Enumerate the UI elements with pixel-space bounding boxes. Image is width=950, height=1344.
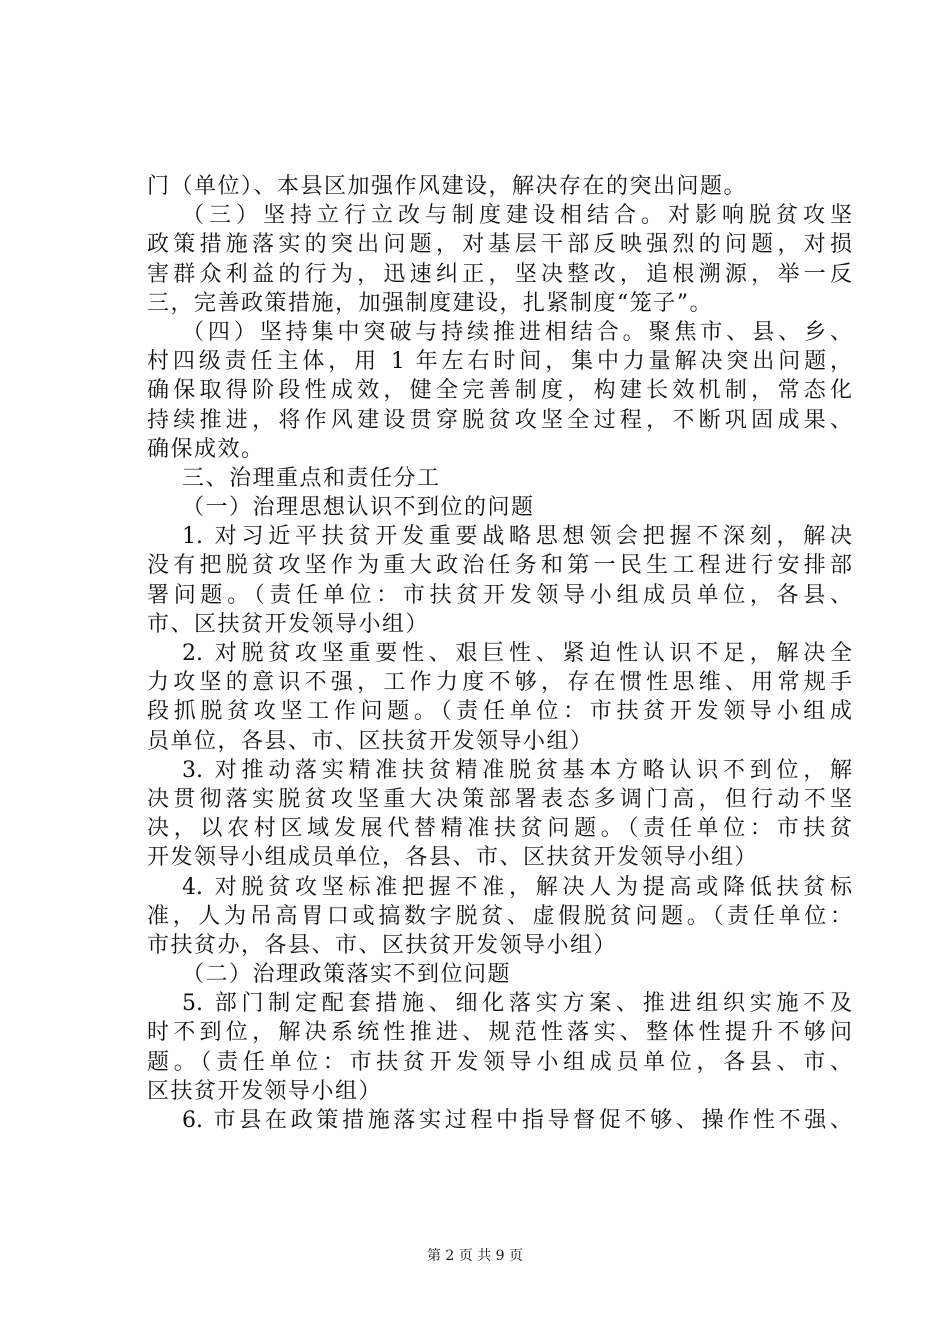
text-line: 开发领导小组成员单位，各县、市、区扶贫开发领导小组） — [147, 845, 759, 871]
text-line: 市、区扶贫开发领导小组） — [147, 611, 430, 637]
text-line: 持续推进，将作风建设贯穿脱贫攻坚全过程，不断巩固成果、 — [147, 407, 852, 433]
text-line: 三，完善政策措施，加强制度建设，扎紧制度“笼子”。 — [147, 290, 713, 316]
text-line: 2. 对脱贫攻坚重要性、艰巨性、紧迫性认识不足，解决全 — [182, 641, 852, 666]
text-line: 三、治理重点和责任分工 — [182, 465, 441, 491]
text-line: 没有把脱贫攻坚作为重大政治任务和第一民生工程进行安排部 — [147, 553, 852, 579]
document-body — [147, 172, 852, 1135]
text-line: 段抓脱贫攻坚工作问题。（责任单位：市扶贫开发领导小组成 — [147, 699, 852, 725]
text-line: 员单位，各县、市、区扶贫开发领导小组） — [147, 728, 594, 754]
text-line: 力攻坚的意识不强，工作力度不够，存在惯性思维、用常规手 — [147, 670, 852, 696]
text-line: 门（单位）、本县区加强作风建设，解决存在的突出问题。 — [147, 174, 748, 199]
text-line: 时不到位，解决系统性推进、规范性落实、整体性提升不够问 — [147, 1020, 852, 1046]
text-line: （四）坚持集中突破与持续推进相结合。聚焦市、县、乡、 — [182, 319, 852, 345]
text-line: 确保取得阶段性成效，健全完善制度，构建长效机制，常态化 — [147, 378, 852, 404]
text-line: （二）治理政策落实不到位问题 — [182, 962, 512, 988]
text-line: （一）治理思想认识不到位的问题 — [182, 495, 535, 521]
text-line: 署问题。（责任单位：市扶贫开发领导小组成员单位，各县、 — [147, 582, 852, 608]
text-line: 害群众利益的行为，迅速纠正，坚决整改，追根溯源，举一反 — [147, 261, 852, 287]
text-line: 政策措施落实的突出问题，对基层干部反映强烈的问题，对损 — [147, 232, 852, 258]
text-line: 1. 对习近平扶贫开发重要战略思想领会把握不深刻，解决 — [182, 524, 852, 550]
text-line: 决贯彻落实脱贫攻坚重大决策部署表态多调门高，但行动不坚 — [147, 786, 852, 812]
text-line: 村四级责任主体，用 1 年左右时间，集中力量解决突出问题， — [147, 349, 852, 375]
text-line: 3. 对推动落实精准扶贫精准脱贫基本方略认识不到位，解 — [182, 757, 852, 783]
text-line: 决，以农村区域发展代替精准扶贫问题。（责任单位：市扶贫 — [147, 816, 852, 842]
text-line: （三）坚持立行立改与制度建设相结合。对影响脱贫攻坚 — [182, 203, 852, 229]
text-line: 题。（责任单位：市扶贫开发领导小组成员单位，各县、市、 — [147, 1049, 852, 1075]
text-line: 4. 对脱贫攻坚标准把握不准，解决人为提高或降低扶贫标 — [182, 874, 852, 900]
page-footer: 第 2 页 共 9 页 — [426, 1248, 524, 1264]
text-line: 6. 市县在政策措施落实过程中指导督促不够、操作性不强、 — [182, 1108, 852, 1133]
text-line: 确保成效。 — [147, 436, 265, 462]
text-line: 市扶贫办，各县、市、区扶贫开发领导小组） — [147, 932, 618, 958]
text-line: 准，人为吊高胃口或搞数字脱贫、虚假脱贫问题。（责任单位： — [147, 903, 852, 929]
text-line: 5. 部门制定配套措施、细化落实方案、推进组织实施不及 — [182, 991, 852, 1017]
text-line: 区扶贫开发领导小组） — [147, 1078, 383, 1104]
